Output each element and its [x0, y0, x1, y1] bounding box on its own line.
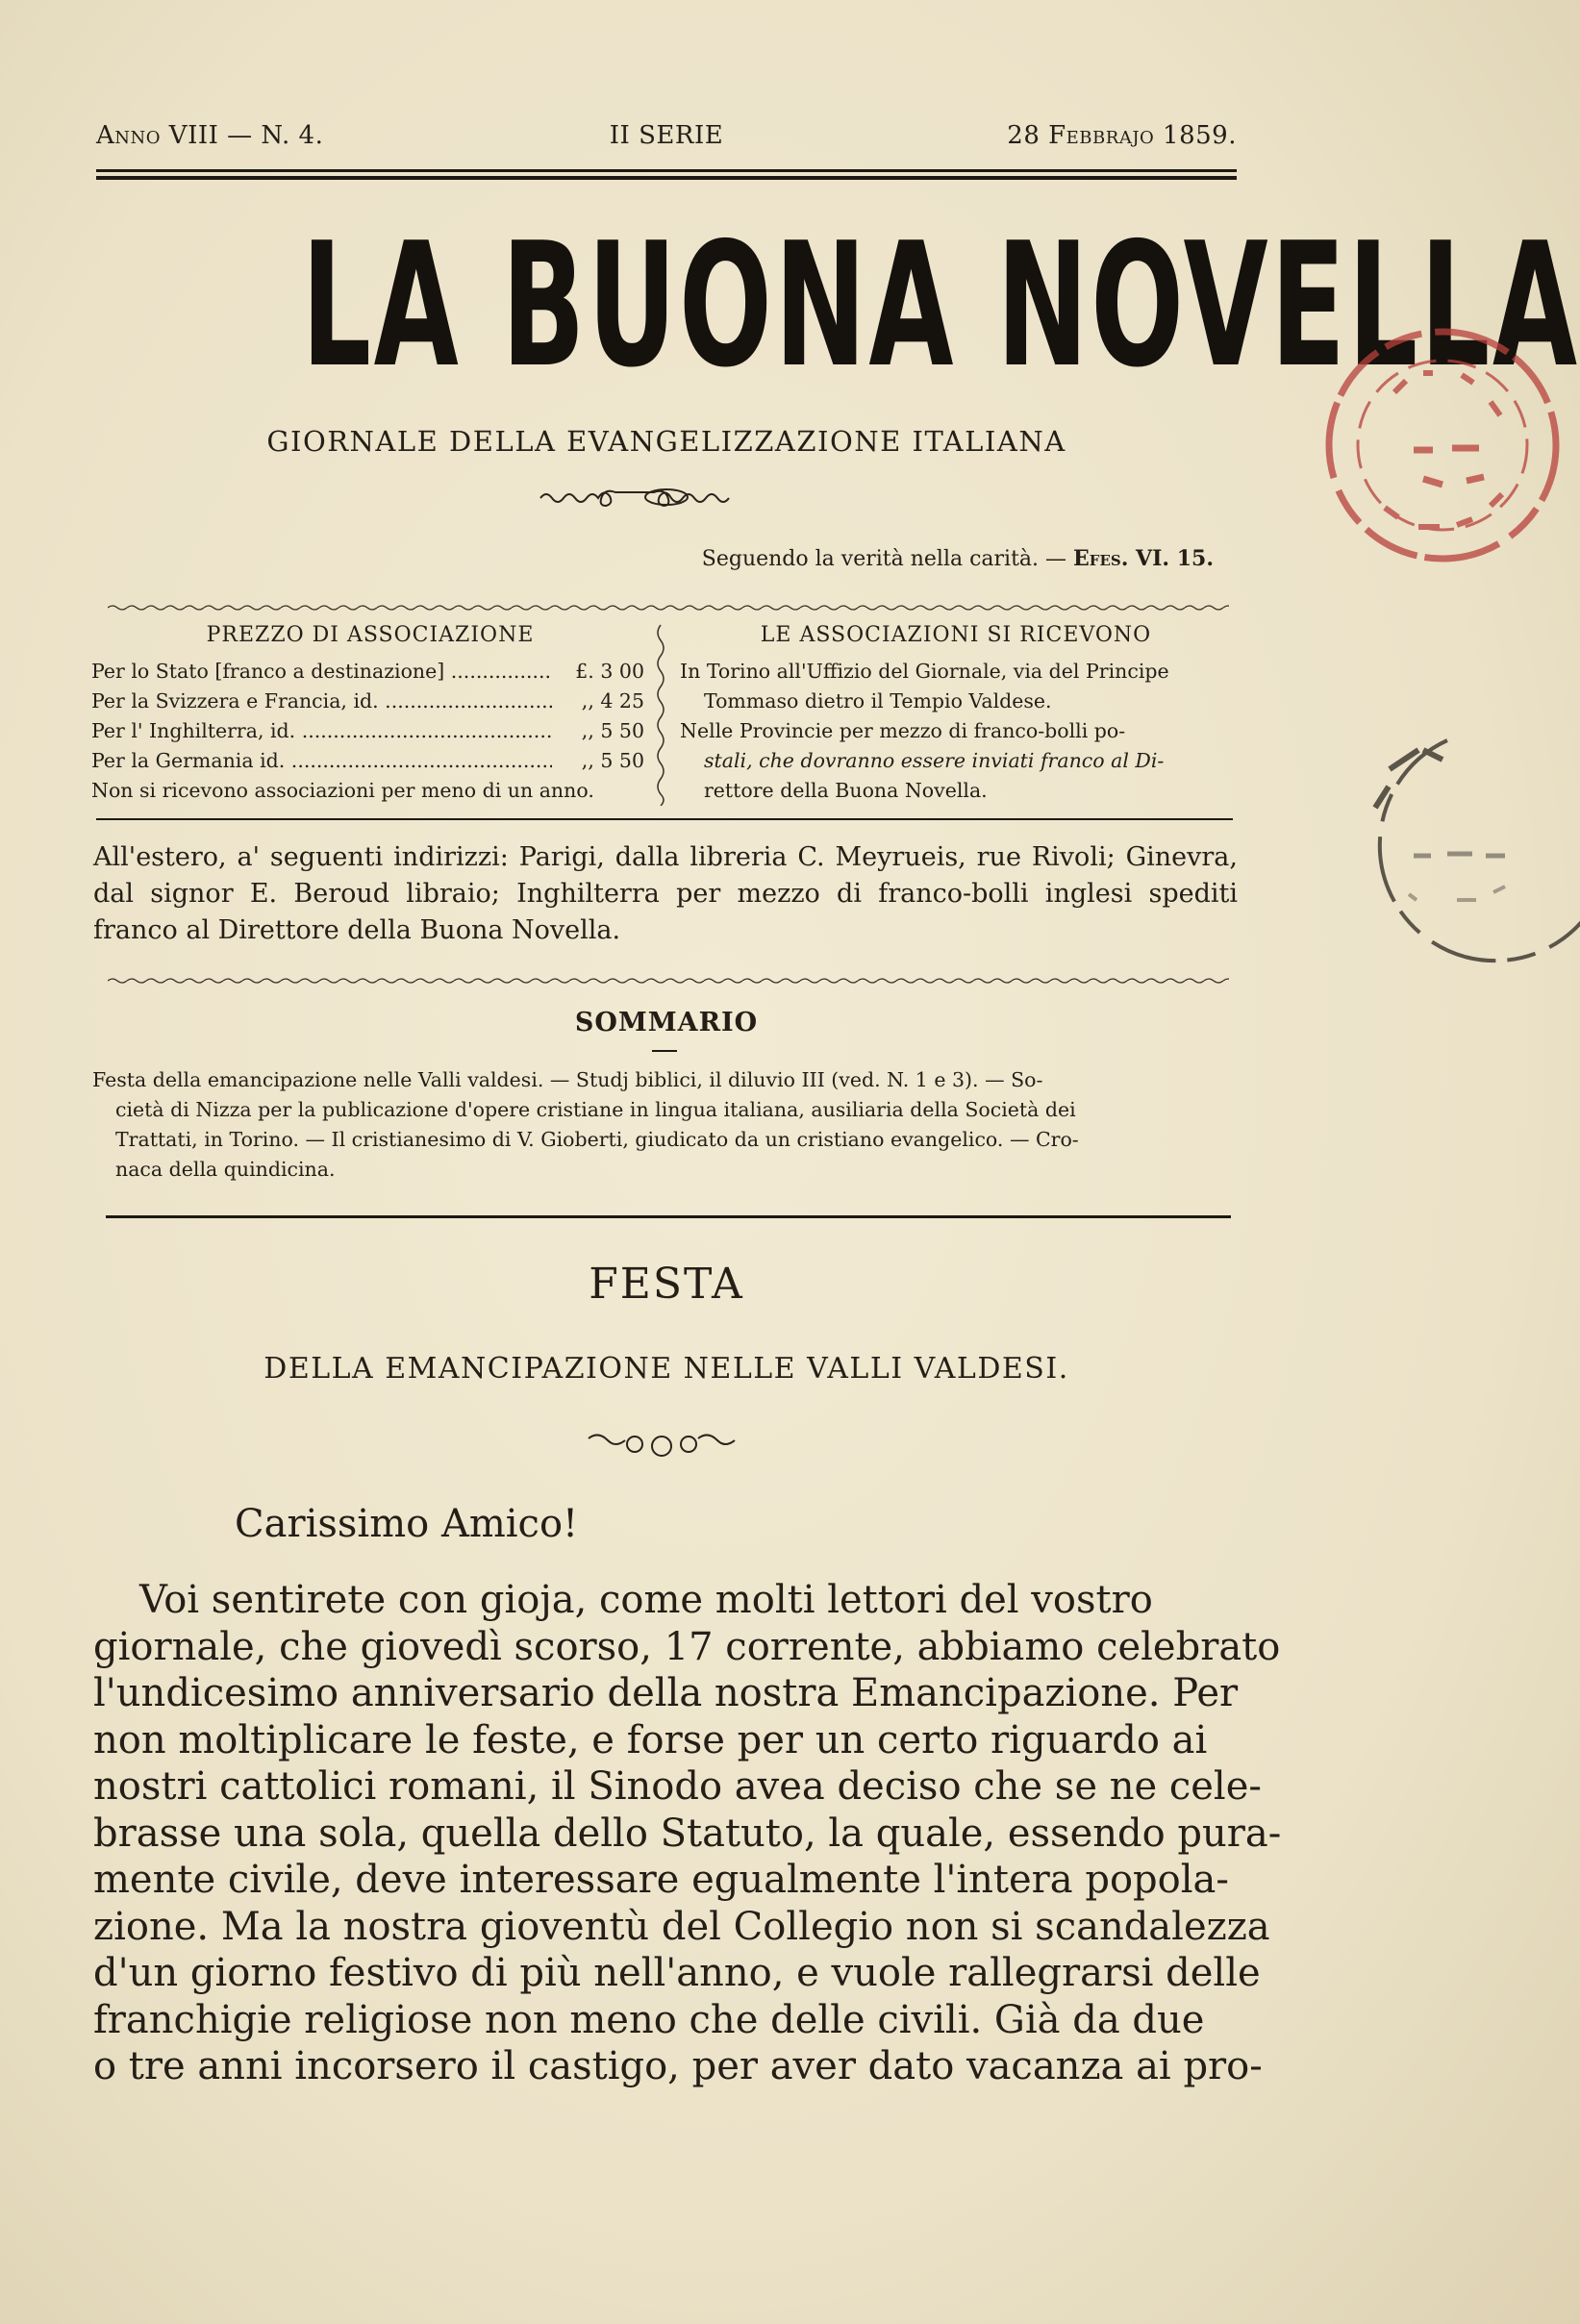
- received-line: stali, che dovranno essere inviati franco al Di-: [704, 749, 1165, 772]
- received-line: In Torino all'Uffizio del Giornale, via del Principe: [680, 660, 1169, 683]
- sommario-dash: [652, 1050, 677, 1052]
- series-label: II SERIE: [609, 121, 724, 150]
- body-line: mente civile, deve interessare egualmente l'intera popola-: [93, 1858, 1229, 1902]
- abroad-addresses: All'estero, a' seguenti indirizzi: Parigi, dalla libreria C. Meyrueis, rue Rivoli; Ginevra, dal signor E. Beroud libraio; Inghilterra per mezzo di franco-bolli inglesi spediti franco al Direttore della Buona Novella.: [93, 842, 1238, 945]
- motto-reference: Efes. VI. 15.: [1073, 546, 1214, 571]
- newspaper-title: LA BUONA NOVELLA: [301, 206, 1580, 405]
- issue-number: Anno VIII — N. 4.: [96, 121, 324, 150]
- received-line: rettore della Buona Novella.: [704, 779, 988, 802]
- body-line: Voi sentirete con gioja, come molti lettori del vostro: [139, 1578, 1153, 1622]
- sommario-line: cietà di Nizza per la publicazione d'opere cristiane in lingua italiana, ausiliaria della Società dei: [115, 1098, 1076, 1121]
- wavy-rule-1: [108, 604, 1229, 612]
- subscription-rule: [96, 818, 1233, 820]
- received-list: [680, 657, 1238, 806]
- price-row: Per la Germania id. ..... ,, 5 50: [91, 746, 644, 776]
- motto: [577, 546, 1214, 571]
- body-line: o tre anni incorsero il castigo, per aver dato vacanza ai pro-: [93, 2044, 1263, 2088]
- body-line: nostri cattolici romani, il Sinodo avea deciso che se ne cele-: [93, 1764, 1262, 1809]
- price-row: Per l' Inghilterra, id. ..... ,, 5 50: [91, 716, 644, 746]
- sommario-text: [92, 1065, 1239, 1185]
- issue-line: [96, 121, 1237, 160]
- prices-list: [91, 657, 644, 806]
- salutation: Carissimo Amico!: [235, 1502, 579, 1546]
- masthead-rule-bottom: [96, 176, 1237, 180]
- body-line: giornale, che giovedì scorso, 17 corrente, abbiamo celebrato: [93, 1624, 1281, 1669]
- price-row: Per la Svizzera e Francia, id. ..... ,, 4 25: [91, 687, 644, 716]
- column-brace: [651, 623, 670, 806]
- sommario-rule: [106, 1215, 1231, 1218]
- article-subtitle: DELLA EMANCIPAZIONE NELLE VALLI VALDESI.: [263, 1352, 1069, 1386]
- received-line: Nelle Provincie per mezzo di franco-bolli po-: [680, 719, 1126, 742]
- masthead-rule-top: [96, 169, 1237, 172]
- article-body: [93, 1577, 1282, 2090]
- postmark-red-stamp: [1298, 306, 1580, 585]
- sommario-line: naca della quindicina.: [115, 1158, 336, 1181]
- sommario-line: Trattati, in Torino. — Il cristianesimo di V. Gioberti, giudicato da un cristiano evangelico. — Cro-: [115, 1128, 1079, 1151]
- ornament-fleuron-icon: [585, 1429, 739, 1462]
- received-heading: LE ASSOCIAZIONI SI RICEVONO: [760, 623, 1152, 647]
- received-line: Tommaso dietro il Tempio Valdese.: [704, 689, 1052, 712]
- body-line: franchigie religiose non meno che delle civili. Già da due: [93, 1997, 1205, 2042]
- body-line: brasse una sola, quella dello Statuto, la quale, essendo pura-: [93, 1811, 1282, 1856]
- article-title: FESTA: [589, 1260, 744, 1309]
- issue-date: 28 Febbrajo 1859.: [1007, 121, 1237, 150]
- sommario-line: Festa della emancipazione nelle Valli valdesi. — Studj biblici, il diluvio III (ved. N. 1 e 3). — So-: [92, 1068, 1043, 1091]
- body-line: d'un giorno festivo di più nell'anno, e vuole rallegrarsi delle: [93, 1951, 1261, 1995]
- ornament-scroll-icon: [539, 481, 794, 513]
- subscription-note: Non si ricevono associazioni per meno di un anno.: [91, 779, 594, 802]
- body-line: l'undicesimo anniversario della nostra Emancipazione. Per: [93, 1671, 1239, 1715]
- motto-text: Seguendo la verità nella carità. —: [701, 547, 1067, 571]
- postmark-black-stamp: [1332, 712, 1580, 1000]
- price-row: Per lo Stato [franco a destinazione] ..... £. 3 00: [91, 657, 644, 687]
- wavy-rule-2: [108, 977, 1229, 985]
- body-line: non moltiplicare le feste, e forse per un certo riguardo ai: [93, 1717, 1208, 1762]
- sommario-heading: SOMMARIO: [574, 1008, 759, 1037]
- newspaper-subtitle: GIORNALE DELLA EVANGELIZZAZIONE ITALIANA: [266, 425, 1066, 458]
- body-line: zione. Ma la nostra gioventù del Collegio non si scandalezza: [93, 1904, 1270, 1949]
- prices-heading: PREZZO DI ASSOCIAZIONE: [206, 623, 535, 647]
